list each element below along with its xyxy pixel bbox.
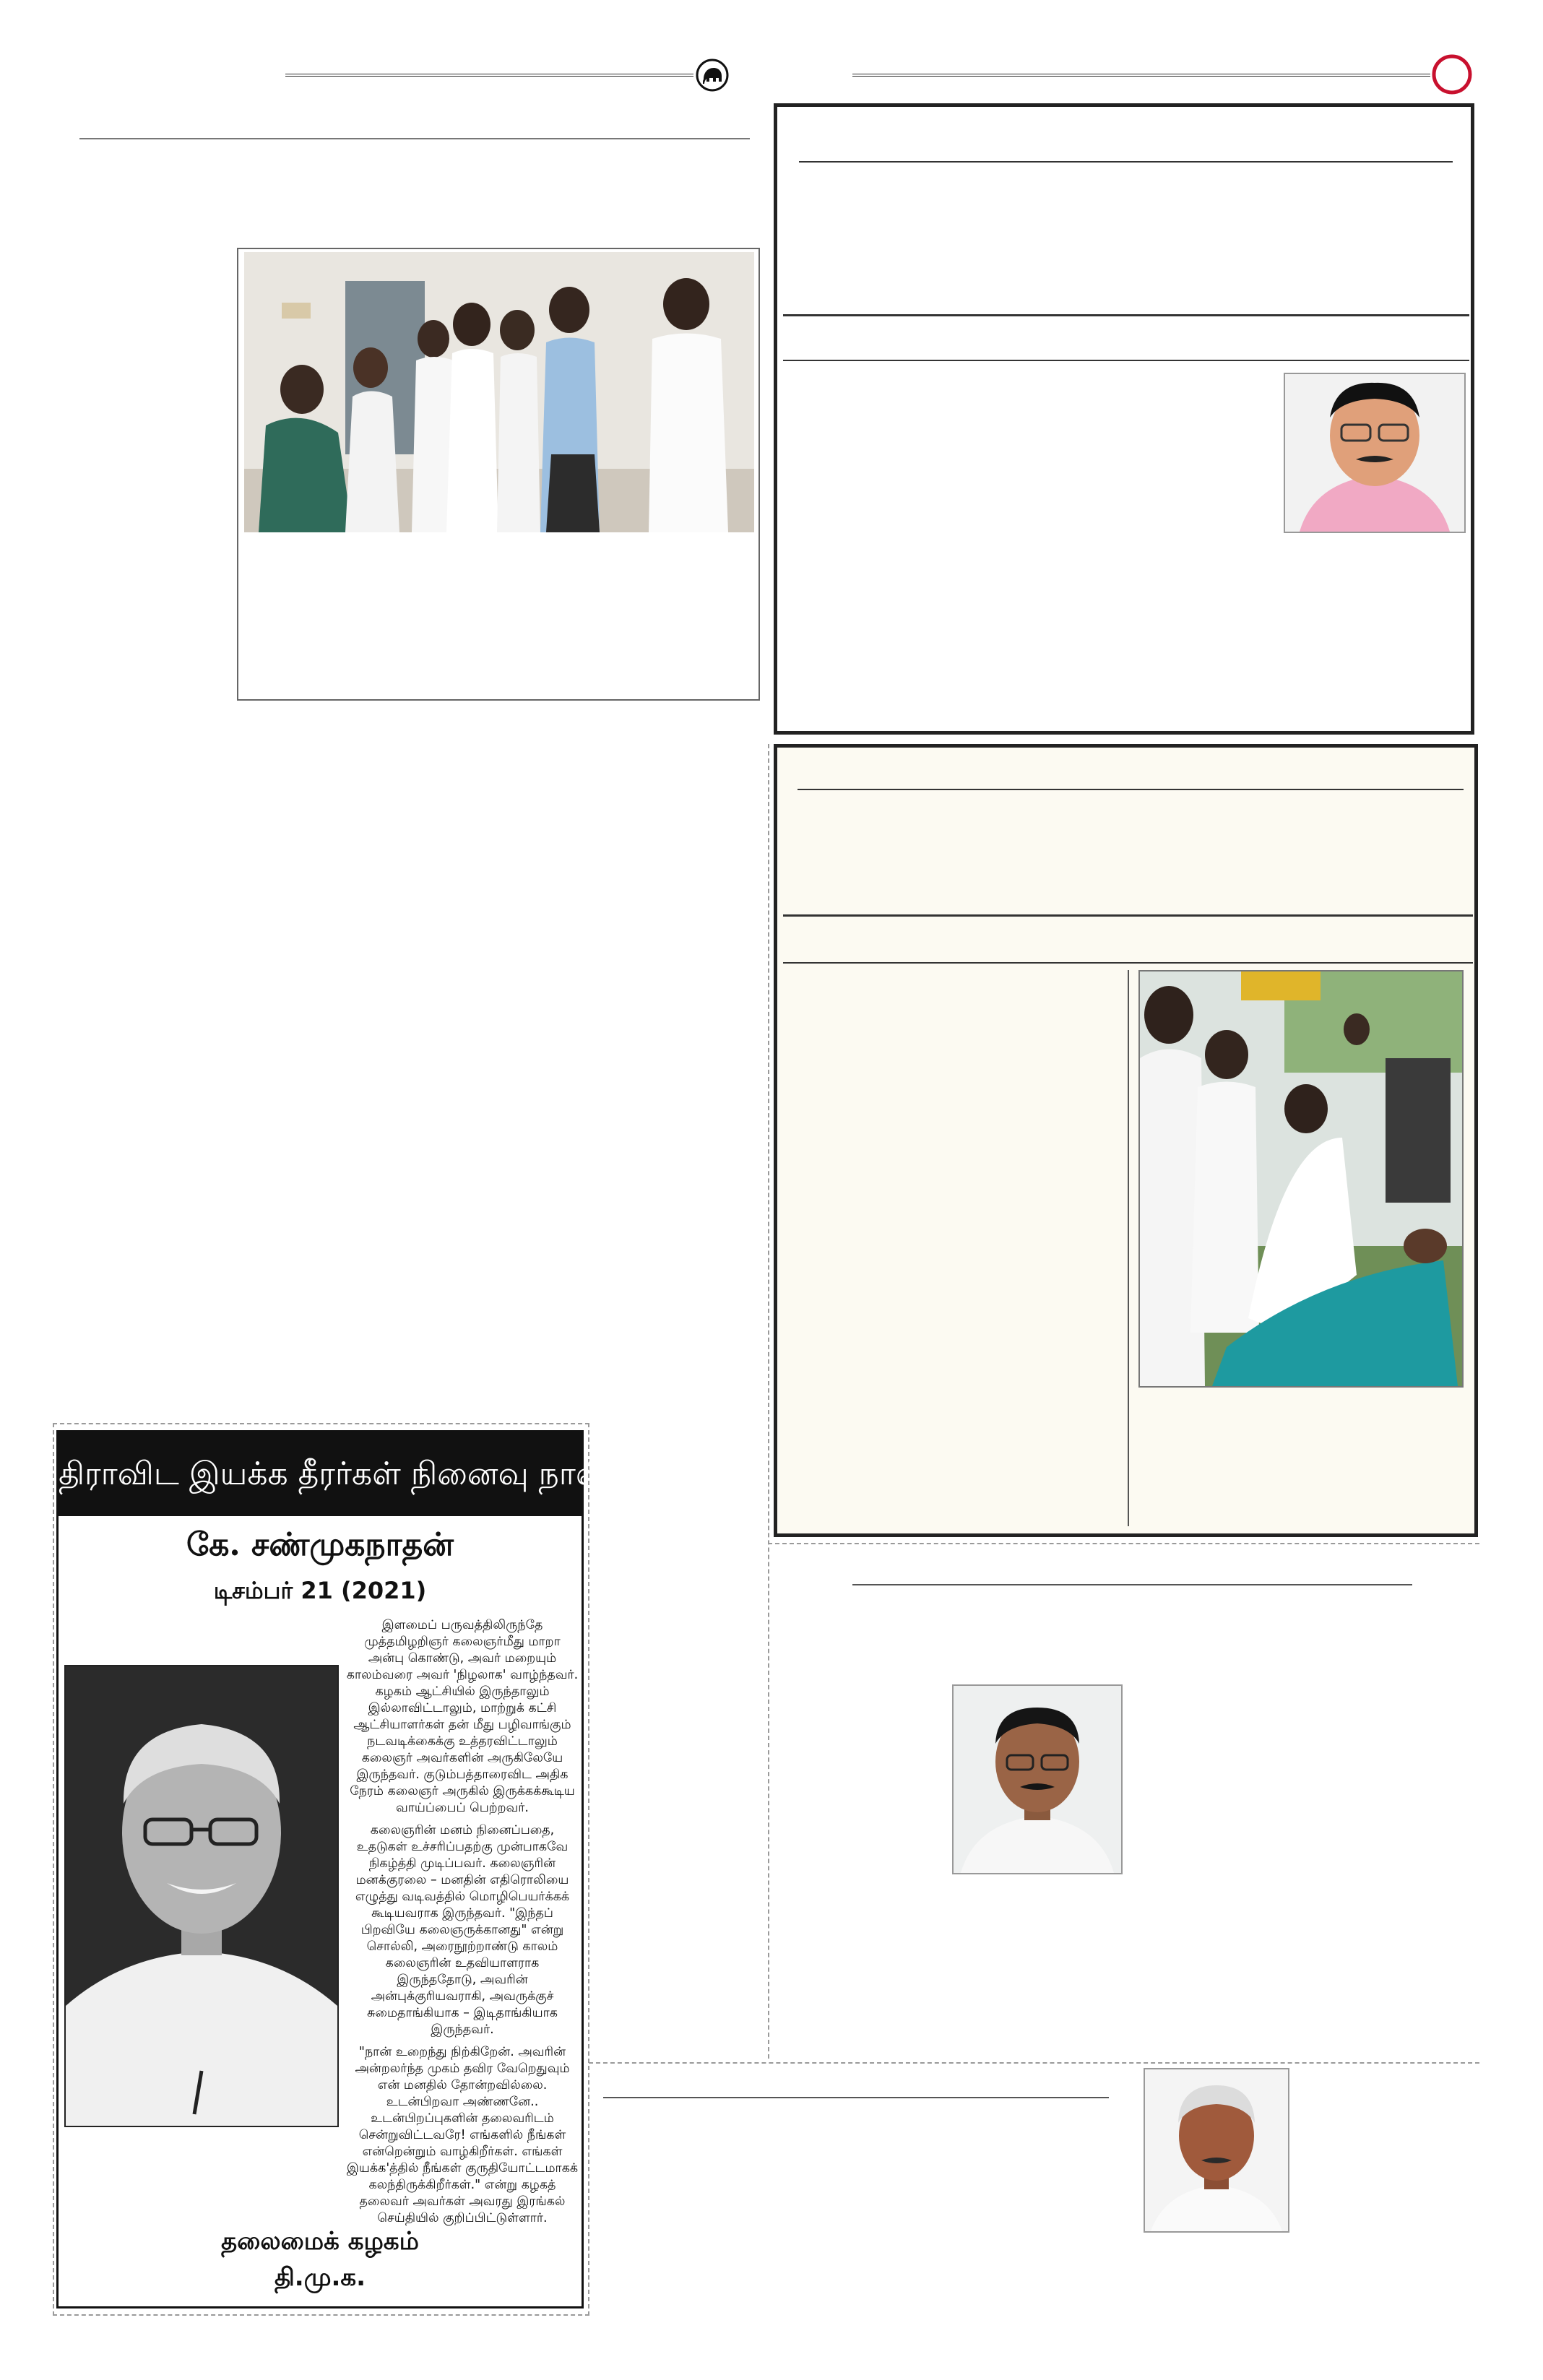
obituary-paragraph-3: "நான் உறைந்து நிற்கிறேன். அவரின் அன்றலர்ந்த முகம் தவிர வேறெதுவும் என் மனதில் தோன்றவில்லை. உடன்பிறவா அண்ணனே.. உடன்பிறப்புகளின் தலைவரிடம் சென்றுவிட்டவரே! எங்களில் நீங்கள் என்றென்றும் வாழ்கிறீர்கள். எங்கள் இயக்க'த்தில் நீங்கள் குருதியோட்டமாகக் கலந்திருக்கிறீர்கள்." என்று கழகத் தலைவர் அவர்கள் அவரது இரங்கல் செய்தியில் குறிப்பிட்டுள்ளார்.	[346, 2045, 579, 2225]
header-rule-right	[852, 74, 1430, 77]
right-top-title-rule	[799, 161, 1453, 163]
right-top-rule-2	[783, 314, 1469, 316]
obituary-banner-text: திராவிட இயக்க தீரர்கள் நினைவு நாள்	[59, 1455, 605, 1492]
header-rule-left	[285, 74, 693, 77]
obituary-footer-line1: தலைமைக் கழகம்	[221, 2227, 419, 2256]
left-article-rule	[79, 138, 750, 139]
obituary-tribute-text	[346, 1617, 579, 2233]
photo-obituary-portrait	[64, 1665, 339, 2127]
obituary-date: டிசம்பர் 21 (2021)	[213, 1577, 427, 1604]
column-separator-left	[768, 744, 769, 2059]
right-top-rule-3	[783, 360, 1469, 361]
obituary-paragraph-2: கலைஞரின் மனம் நினைப்பதை, உதடுகள் உச்சரிப்பதற்கு முன்பாகவே நிகழ்த்தி முடிப்பவர். கலைஞரின் மனக்குரலை – மனதின் எதிரொலியை எழுத்து வடிவத்தில் மொழிபெயர்க்கக் கூடியவராக இருந்தவர். "இந்தப் பிறவியே கலைஞருக்கானது" என்று சொல்லி, அரைநூற்றாண்டு காலம் கலைஞரின் உதவியாளராக இருந்ததோடு, அவரின் அன்புக்குரியவராகி, அவருக்குச் சுமைதாங்கியாக – இடிதாங்கியாக இருந்தவர்.	[355, 1823, 570, 2037]
photo-cm-patient-visit	[1138, 970, 1464, 1388]
bottom-section-separator	[589, 2062, 1479, 2064]
obituary-footer-line2: தி.மு.க.	[274, 2263, 366, 2292]
photo-cm-hospital-visit	[244, 252, 754, 532]
elephant-emblem-icon	[695, 58, 730, 92]
obituary-paragraph-1: இளமைப் பருவத்திலிருந்தே முத்தமிழறிஞர் கலைஞர்மீது மாறா அன்பு கொண்டு, அவர் மறையும் காலம்வரை அவர் 'நிழலாக' வாழ்ந்தவர். கழகம் ஆட்சியில் இருந்தாலும் இல்லாவிட்டாலும், மாற்றுக் கட்சி ஆட்சியாளர்கள் தன் மீது பழிவாங்கும் நடவடிக்கைக்கு உத்தரவிட்டாலும் கலைஞர் அவர்களின் அருகிலேயே இருந்தவர். குடும்பத்தாரைவிட அதிக நேரம் கலைஞர் அருகில் இருக்கக்கூடிய வாய்ப்பைப் பெற்றவர்.	[346, 1618, 579, 1815]
obituary-name: கே. சண்முகநாதன்	[186, 1526, 454, 1563]
right-middle-article-box	[774, 744, 1478, 1537]
right-middle-title-rule	[798, 789, 1464, 790]
red-circle-badge-icon	[1432, 54, 1472, 95]
photo-portrait-glasses	[952, 1684, 1123, 1874]
right-middle-bottom-separator	[768, 1543, 1479, 1544]
right-middle-column-divider	[1128, 970, 1129, 1526]
photo-portrait-white-hair	[1144, 2068, 1289, 2233]
hospital-visit-photo-frame	[237, 248, 760, 701]
right-middle-rule-3	[783, 962, 1473, 964]
photo-portrait-pink-shirt	[1284, 373, 1466, 533]
right-middle-rule-2	[783, 914, 1473, 917]
bottom-article-rule	[603, 2097, 1109, 2098]
right-top-article-box	[774, 103, 1474, 735]
obituary-box	[56, 1430, 605, 2308]
right-bottom-article-rule	[852, 1584, 1412, 1585]
